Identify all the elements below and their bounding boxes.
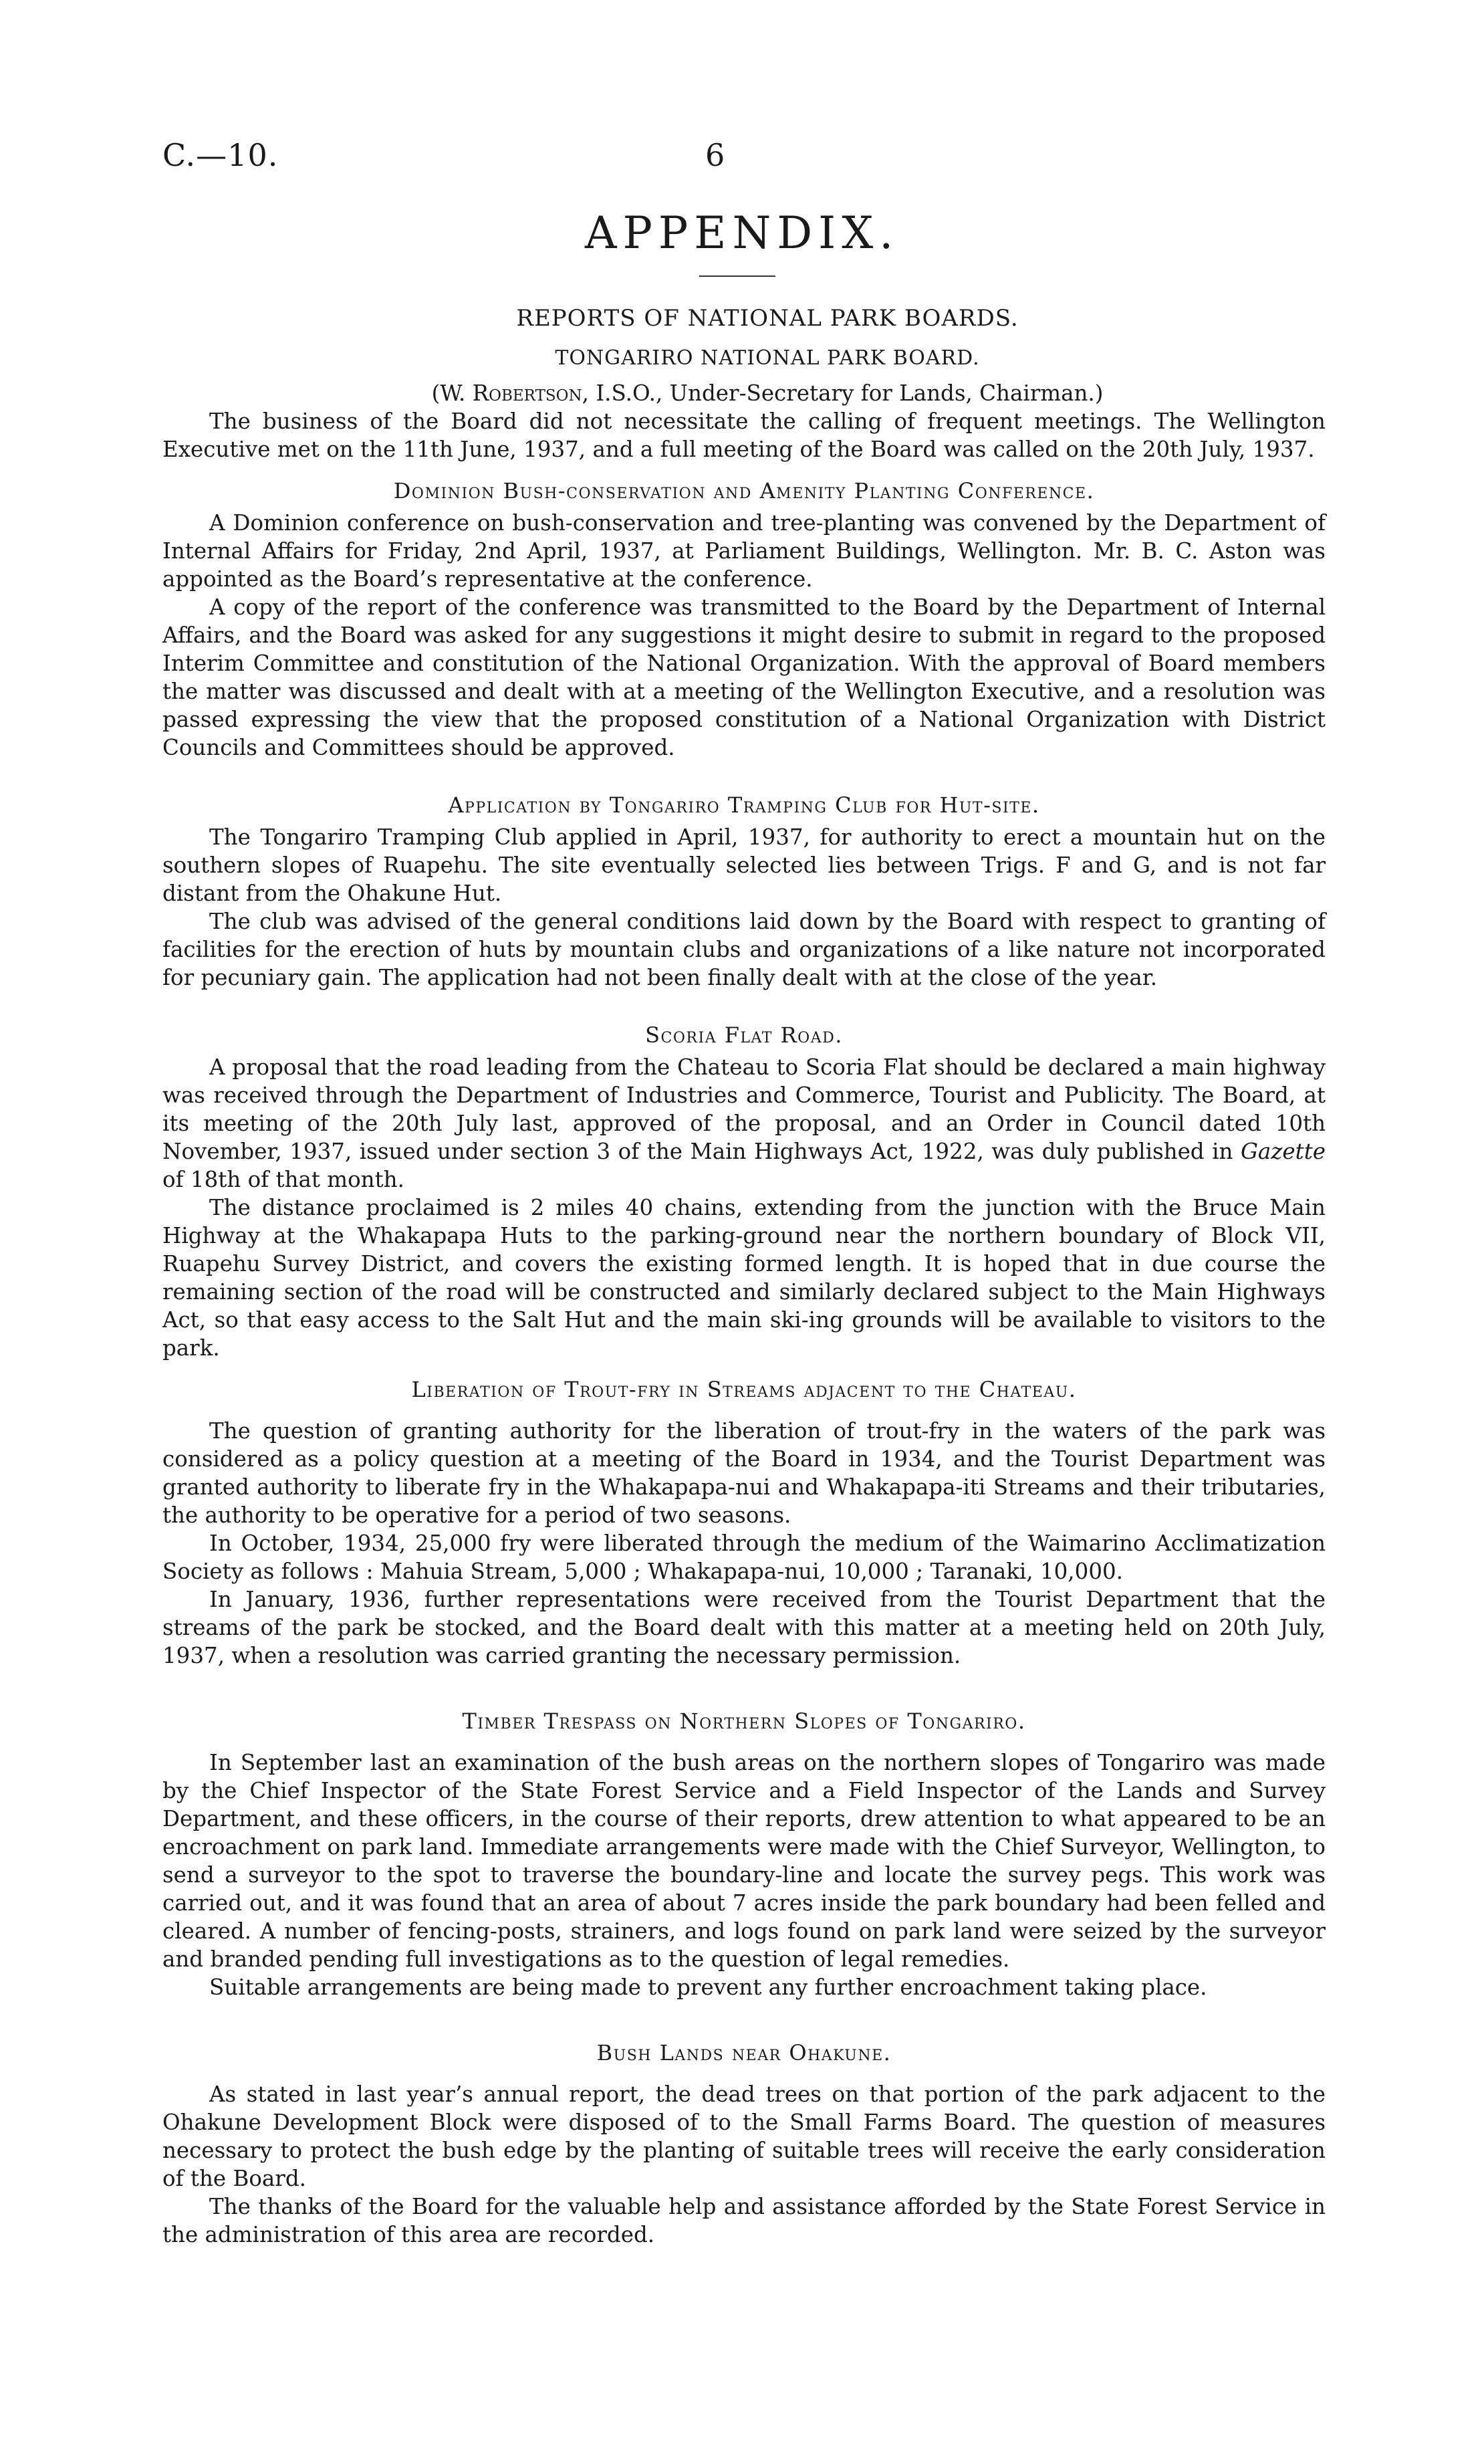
paragraph (162, 1053, 1326, 1194)
paragraph: In October, 1934, 25,000 fry were liberated through the medium of the Waimarino Acclimatization Society as follows : Mahuia Stream, 5,000 ; Whakapapa-nui, 10,000 ; Taranaki, 10,000. (162, 1531, 1326, 1584)
title-rule (699, 275, 775, 277)
document-title: APPENDIX. (584, 207, 900, 259)
gazette-italic: Gazette (1240, 1139, 1326, 1164)
chairman-name: Robertson (472, 380, 582, 406)
page-header (162, 137, 1326, 191)
reports-heading: REPORTS OF NATIONAL PARK BOARDS. (516, 305, 1019, 332)
series-number: C.—10. (162, 137, 279, 173)
paragraph: In January, 1936, further representations were received from the Tourist Department that the streams of the park be stocked, and the Board dealt with this matter at a meeting held on 20th July, 1937, when a resolution was carried granting the necessary permission. (162, 1587, 1326, 1668)
section-heading-conference: Dominion Bush-conservation and Amenity Planting Conference. (393, 478, 1095, 503)
paragraph: Suitable arrangements are being made to prevent any further encroachment taking place. (209, 1975, 1207, 2000)
section-heading-trespass: Timber Trespass on Northern Slopes of Tongariro. (462, 1708, 1026, 1734)
scoria-text-end: of 18th of that month. (162, 1167, 404, 1192)
intro-paragraph: The business of the Board did not necessitate the calling of frequent meetings. The Wellington Executive met on the 11th June, 1937, and a full meeting of the Board was called on the 20th July, 1937. (162, 409, 1326, 462)
section-heading-ohakune: Bush Lands near Ohakune. (596, 2040, 892, 2065)
page-number: 6 (705, 137, 725, 173)
paragraph: In September last an examination of the bush areas on the northern slopes of Tongariro was made by the Chief Inspector of the State Forest Service and a Field Inspector of the Lands and Survey Department, and these officers, in the course of their reports, drew attention to what appeared to be an encroachment on park land. Immediate arrangements were made with the Chief Surveyor, Wellington, to send a surveyor to the spot to traverse the boundary-line and locate the survey pegs. This work was carried out, and it was found that an area of about 7 acres inside the park boundary had been felled and cleared. A number of fencing-posts, strainers, and logs found on park land were seized by the surveyor and branded pending full investigations as to the question of legal remedies. (162, 1750, 1326, 1972)
scoria-text: A proposal that the road leading from the Chateau to Scoria Flat should be declared a main highway was received through the Department of Industries and Commerce, Tourist and Publicity. The Board, at its meeting of the 20th July last, approved of the proposal, and an Order in Council dated 10th November, 1937, issued under section 3 of the Main Highways Act, 1922, was duly published in (162, 1054, 1326, 1164)
section-heading-troutfry: Liberation of Trout-fry in Streams adjacent to the Chateau. (411, 1377, 1077, 1402)
paragraph: A Dominion conference on bush-conservation and tree-planting was convened by the Department of Internal Affairs for Friday, 2nd April, 1937, at Parliament Buildings, Wellington. Mr. B. C. Aston was appointed as the Board’s representative at the conference. (162, 510, 1326, 592)
paragraph: The question of granting authority for the liberation of trout-fry in the waters of the park was considered as a policy question at a meeting of the Board in 1934, and the Tourist Department was granted authority to liberate fry in the Whakapapa-nui and Whakapapa-iti Streams and their tributaries, the authority to be operative for a period of two seasons. (162, 1418, 1326, 1528)
paragraph: A copy of the report of the conference was transmitted to the Board by the Department of Internal Affairs, and the Board was asked for any suggestions it might desire to submit in regard to the proposed Interim Committee and constitution of the National Organization. With the approval of Board members the matter was discussed and dealt with at a meeting of the Wellington Executive, and a resolution was passed expressing the view that the proposed constitution of a National Organization with District Councils and Committees should be approved. (162, 594, 1326, 760)
chairman-rest: , I.S.O., Under-Secretary for Lands, Chairman.) (582, 380, 1104, 406)
document-body (162, 298, 1326, 2249)
paragraph: The club was advised of the general conditions laid down by the Board with respect to granting of facilities for the erection of huts by mountain clubs and organizations of a like nature not incorporated for pecuniary gain. The application had not been finally dealt with at the close of the year. (162, 909, 1326, 990)
paragraph: As stated in last year’s annual report, the dead trees on that portion of the park adjacent to the Ohakune Development Block were disposed of to the Small Farms Board. The question of measures necessary to protect the bush edge by the planting of suitable trees will receive the early consideration of the Board. (162, 2082, 1326, 2191)
board-heading: TONGARIRO NATIONAL PARK BOARD. (555, 346, 980, 370)
paragraph: The distance proclaimed is 2 miles 40 chains, extending from the junction with the Bruce Main Highway at the Whakapapa Huts to the parking-ground near the northern boundary of Block VII, Ruapehu Survey District, and covers the existing formed length. It is hoped that in due course the remaining section of the road will be constructed and similarly declared subject to the Main Highways Act, so that easy access to the Salt Hut and the main ski-ing grounds will be available to visitors to the park. (162, 1195, 1326, 1361)
chairman-open: (W. (431, 380, 473, 406)
section-heading-hutsite: Application by Tongariro Tramping Club for Hut-site. (448, 792, 1040, 818)
paragraph: The thanks of the Board for the valuable help and assistance afforded by the State Forest Service in the administration of this area are recorded. (162, 2194, 1326, 2247)
section-heading-scoria: Scoria Flat Road. (645, 1022, 843, 1048)
paragraph: The Tongariro Tramping Club applied in April, 1937, for authority to erect a mountain hut on the southern slopes of Ruapehu. The site eventually selected lies between Trigs. F and G, and is not far distant from the Ohakune Hut. (162, 824, 1326, 906)
chairman-line (162, 379, 1326, 407)
